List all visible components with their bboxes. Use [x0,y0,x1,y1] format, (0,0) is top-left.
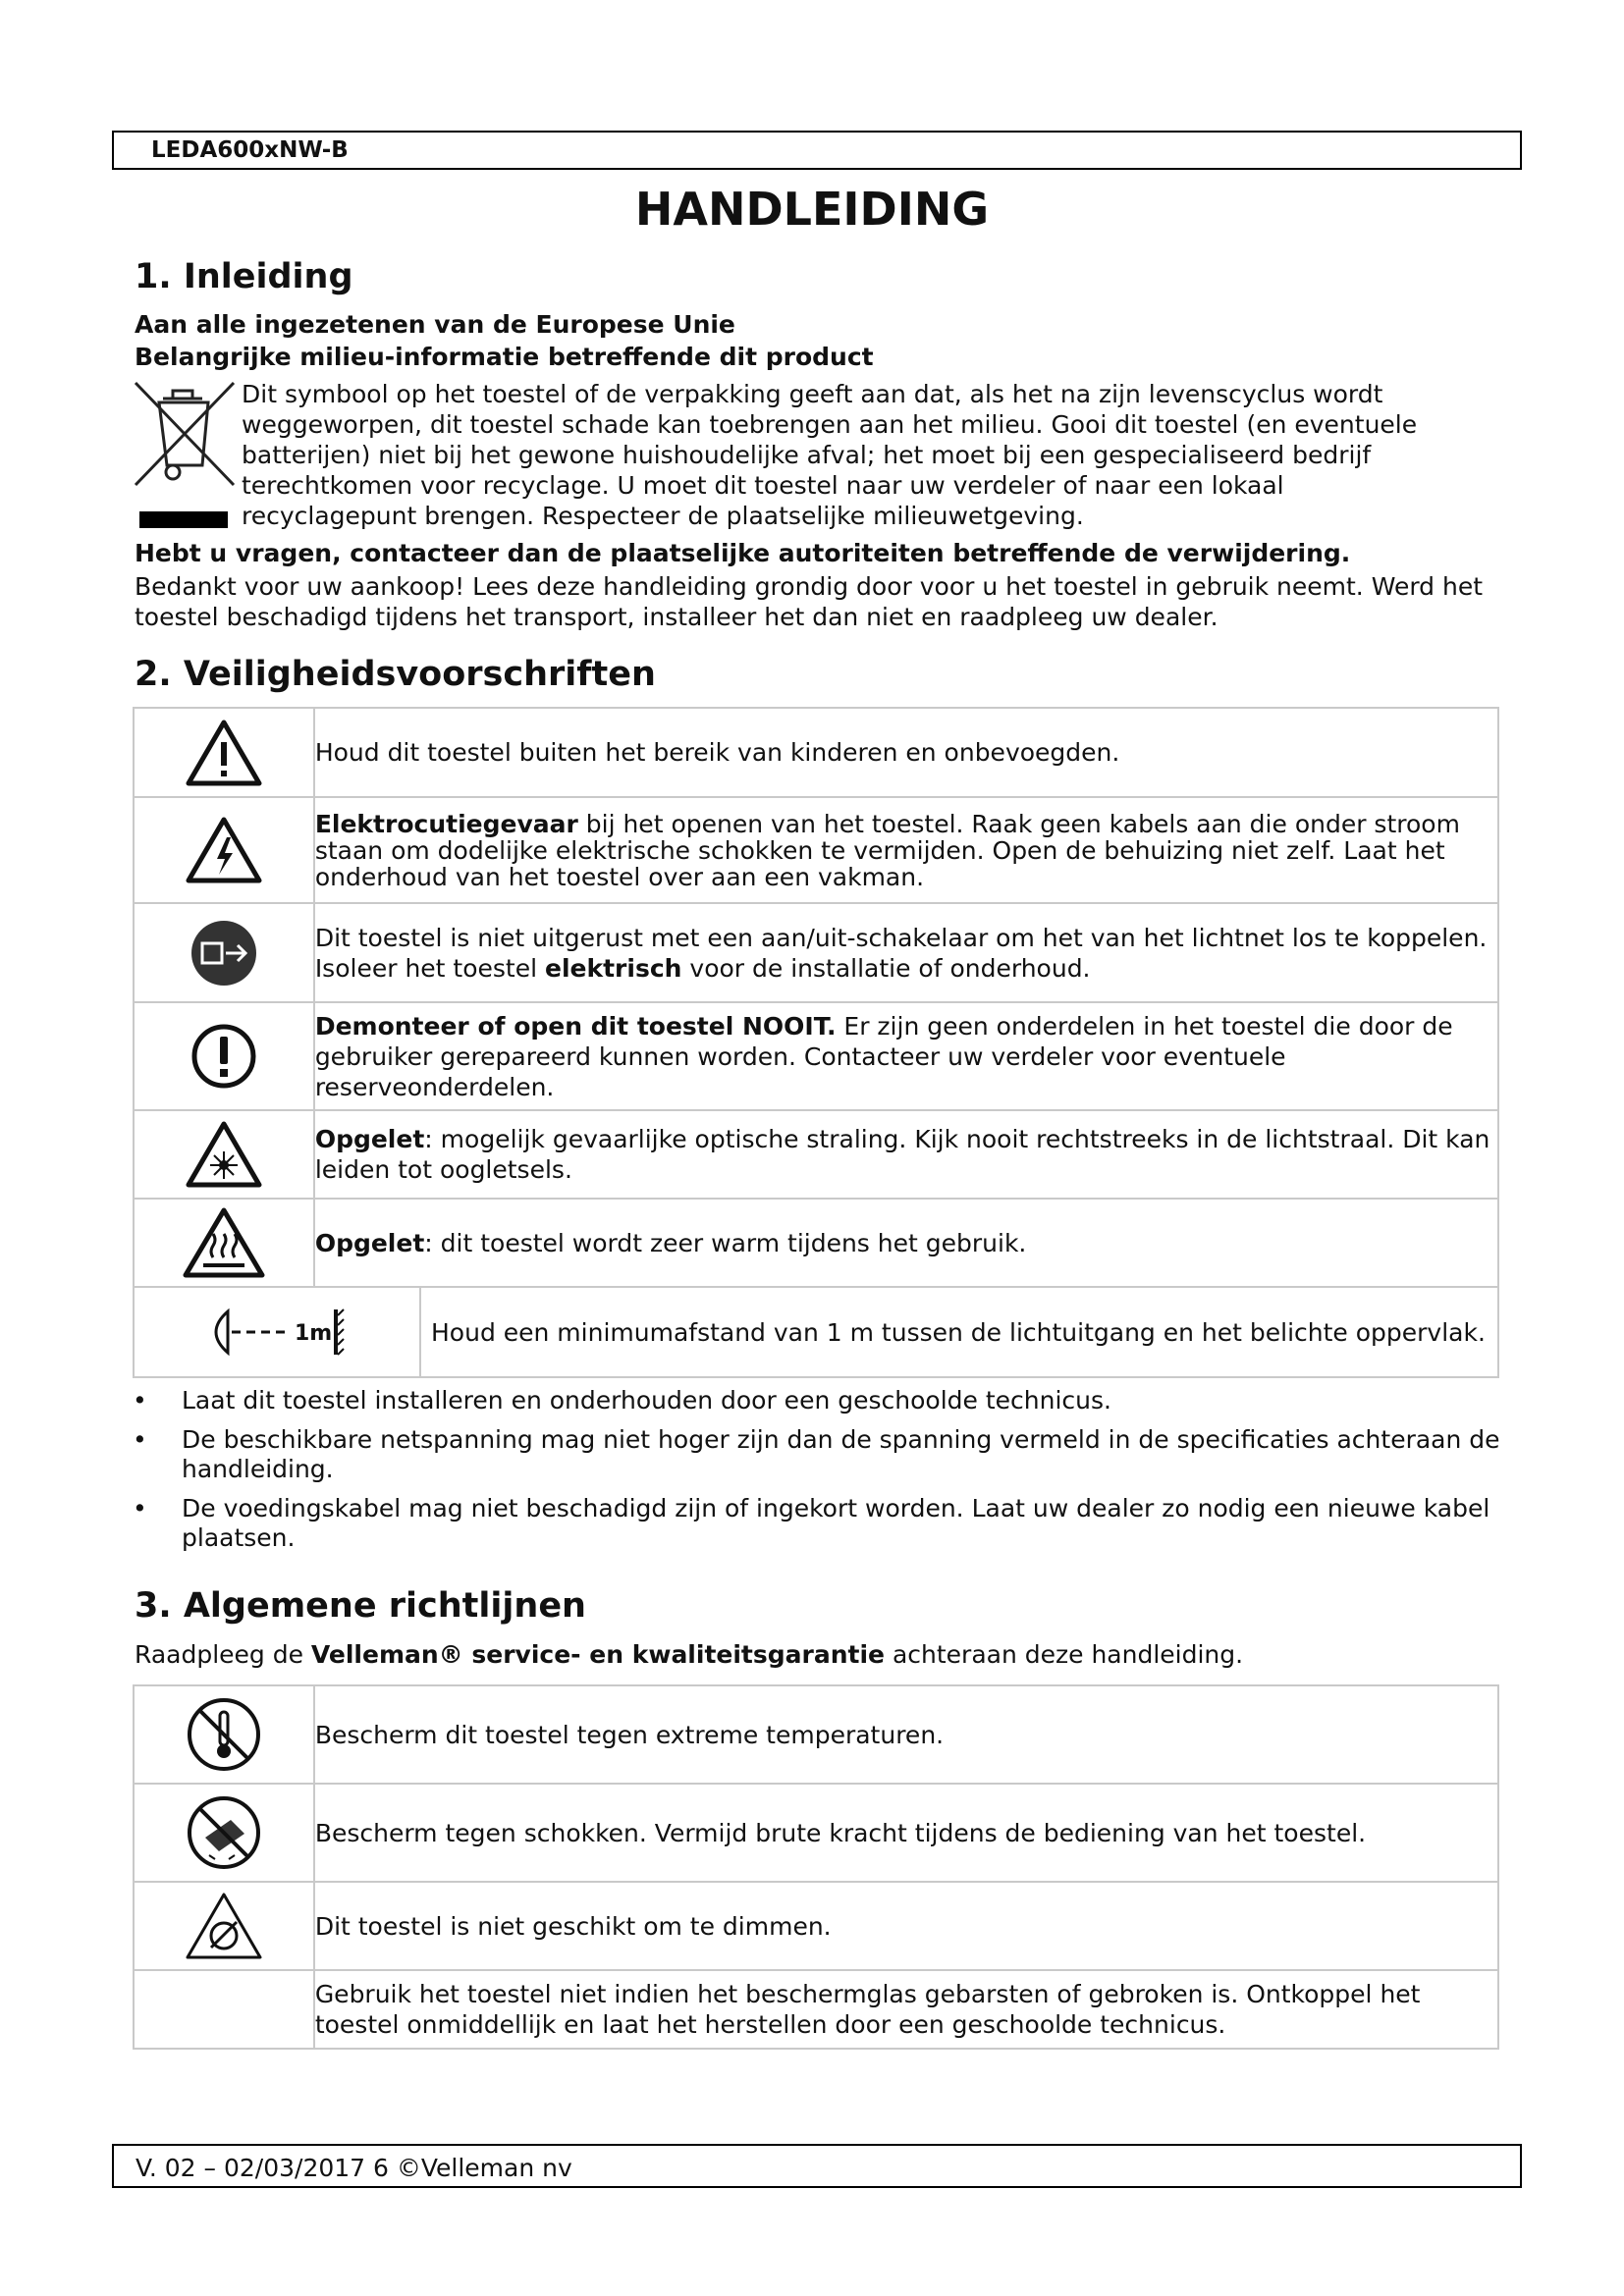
no-dimming-icon [184,1891,264,1961]
section-1-heading: 1. Inleiding [135,257,353,296]
footer-text: V. 02 – 02/03/2017 6 ©Velleman nv [135,2154,572,2182]
guideline-row [134,1882,1498,1970]
no-extreme-temperature-icon [186,1696,262,1773]
thanks-paragraph: Bedankt voor uw aankoop! Lees deze handleiding grondig door voor u het toestel in gebruik neemt. Werd het toestel beschadigd tijdens het transport, installeer het dan niet en raadpleeg uw dealer. [135,572,1484,631]
guideline-text-cell [314,1882,1498,1970]
no-shock-icon [186,1794,262,1871]
distance-label: 1m [295,1321,333,1346]
bullet-text: Laat dit toestel installeren en onderhouden door een geschoolde technicus. [182,1386,1111,1415]
safety-text-cell [314,903,1498,1002]
safety-text-pre: Dit toestel is niet uitgerust met een aan/uit-schakelaar om het van het lichtnet los te koppelen. Isoleer het toestel [314,923,1488,983]
safety-icon-cell [134,797,314,903]
laser-radiation-icon [185,1120,263,1189]
safety-icon-cell [134,1002,314,1110]
safety-table [133,707,1499,1378]
safety-text-cell [314,708,1498,797]
safety-bold-text: Opgelet [314,1125,425,1153]
safety-text: : mogelijk gevaarlijke optische straling. Kijk nooit rechtstreeks in de lichtstraal. Dit kan leiden tot oogletsels. [314,1125,1490,1184]
page-title: HANDLEIDING [634,183,990,236]
disconnect-mains-icon [189,918,259,988]
safety-row [134,708,1498,797]
list-item [133,1494,1507,1553]
safety-icon-cell [134,1199,314,1287]
bullet-dot: • [133,1425,147,1454]
questions-line: Hebt u vragen, contacteer dan de plaatselijke autoriteiten betreffende de verwijdering. [135,539,1351,567]
guideline-icon-cell [134,1685,314,1784]
safety-text: : dit toestel wordt zeer warm tijdens het gebruik. [424,1228,1027,1257]
guideline-row [134,1784,1498,1882]
safety-row [134,1199,1498,1287]
list-item [133,1386,1507,1415]
footer-box [112,2144,1522,2188]
safety-icon-cell [134,708,314,797]
warning-triangle-icon [186,719,262,787]
safety-row [134,1002,1498,1110]
distance-text: Houd een minimumafstand van 1 m tussen de lichtuitgang en het belichte oppervlak. [431,1317,1486,1347]
safety-row [134,1110,1498,1199]
bullet-text: De voedingskabel mag niet beschadigd zijn of ingekort worden. Laat uw dealer zo nodig een nieuwe kabel plaatsen. [182,1494,1490,1552]
distance-icon-box [135,1288,421,1376]
safety-text-cell [314,1199,1498,1287]
environment-info-line: Belangrijke milieu-informatie betreffende dit product [135,343,874,371]
wheelie-bin-crossed-icon [134,379,236,489]
guideline-text-cell [314,1970,1498,2049]
guideline-text-cell [314,1784,1498,1882]
safety-bold-text: Opgelet [314,1228,425,1257]
intro-pre-text: Raadpleeg de [135,1640,311,1669]
guideline-row [134,1970,1498,2049]
safety-text: Er zijn geen onderdelen in het toestel die door de gebruiker gerepareerd kunnen worden. Contacteer uw verdeler voor eventuele reserveonderdelen. [314,1011,1453,1101]
safety-text-cell [314,797,1498,903]
guideline-icon-cell-empty [134,1970,314,2049]
electric-shock-icon [186,816,262,884]
distance-row-inner [135,1288,1497,1376]
bullet-text: De beschikbare netspanning mag niet hoger zijn dan de spanning vermeld in de specificaties achteraan de handleiding. [182,1425,1500,1483]
guideline-text: Dit toestel is niet geschikt om te dimmen. [314,1911,832,1941]
safety-bold-text: Demonteer of open dit toestel NOOIT. [314,1011,837,1041]
minimum-distance-icon [198,1306,355,1359]
safety-text: Houd dit toestel buiten het bereik van kinderen en onbevoegden. [314,738,1120,767]
guarantee-intro [135,1639,1243,1670]
exclamation-circle-icon [189,1022,258,1091]
safety-bold-text: elektrisch [545,953,682,983]
weee-black-bar [139,511,228,528]
safety-row [134,903,1498,1002]
safety-text: bij het openen van het toestel. Raak geen kabels aan die onder stroom staan om dodelijke elektrische schokken te vermijden. Open de behuizing niet zelf. Laat het onderhoud van het toestel over aan een vakman. [314,809,1460,891]
bullet-dot: • [133,1386,147,1415]
safety-icon-cell [134,1110,314,1199]
guideline-icon-cell [134,1784,314,1882]
guideline-row [134,1685,1498,1784]
distance-cell [134,1287,1498,1377]
guideline-icon-cell [134,1882,314,1970]
eu-residents-line: Aan alle ingezetenen van de Europese Unie [135,310,735,339]
list-item [133,1425,1507,1484]
bullet-dot: • [133,1494,147,1522]
intro-post-text: achteraan deze handleiding. [885,1640,1244,1669]
safety-text-cell [314,1002,1498,1110]
guideline-text: Bescherm tegen schokken. Vermijd brute kracht tijdens de bediening van het toestel. [314,1818,1367,1847]
hot-surface-icon [182,1206,266,1279]
section-2-heading: 2. Veiligheidsvoorschriften [135,655,656,694]
guideline-text: Gebruik het toestel niet indien het beschermglas gebarsten of gebroken is. Ontkoppel het toestel onmiddellijk en laat het herstellen door een geschoolde technicus. [314,1980,1421,2039]
guideline-text: Bescherm dit toestel tegen extreme temperaturen. [314,1720,945,1749]
guarantee-link-text: Velleman® service- en kwaliteitsgarantie [310,1640,885,1669]
guideline-text-cell [314,1685,1498,1784]
safety-bullet-list [133,1386,1507,1563]
safety-text: voor de installatie of onderhoud. [681,953,1091,983]
safety-bold-text: Elektrocutiegevaar [314,809,578,838]
model-number: LEDA600xNW-B [151,137,349,163]
section-3-heading: 3. Algemene richtlijnen [135,1586,586,1626]
header-box [112,131,1522,170]
safety-text-cell [314,1110,1498,1199]
safety-row [134,797,1498,903]
weee-paragraph: Dit symbool op het toestel of de verpakking geeft aan dat, als het na zijn levenscyclus wordt weggeworpen, dit toestel schade kan toebrengen aan het milieu. Gooi dit toestel (en eventuele batterijen) niet bij het gewone huishoudelijke afval; het moet bij een gespecialiseerd bedrijf terechtkomen voor recyclage. U moet dit toestel naar uw verdeler of naar een lokaal recyclagepunt brengen. Respecteer de plaatselijke milieuwetgeving. [242,380,1418,530]
safety-icon-cell [134,903,314,1002]
guidelines-table [133,1684,1499,2050]
safety-row [134,1287,1498,1377]
